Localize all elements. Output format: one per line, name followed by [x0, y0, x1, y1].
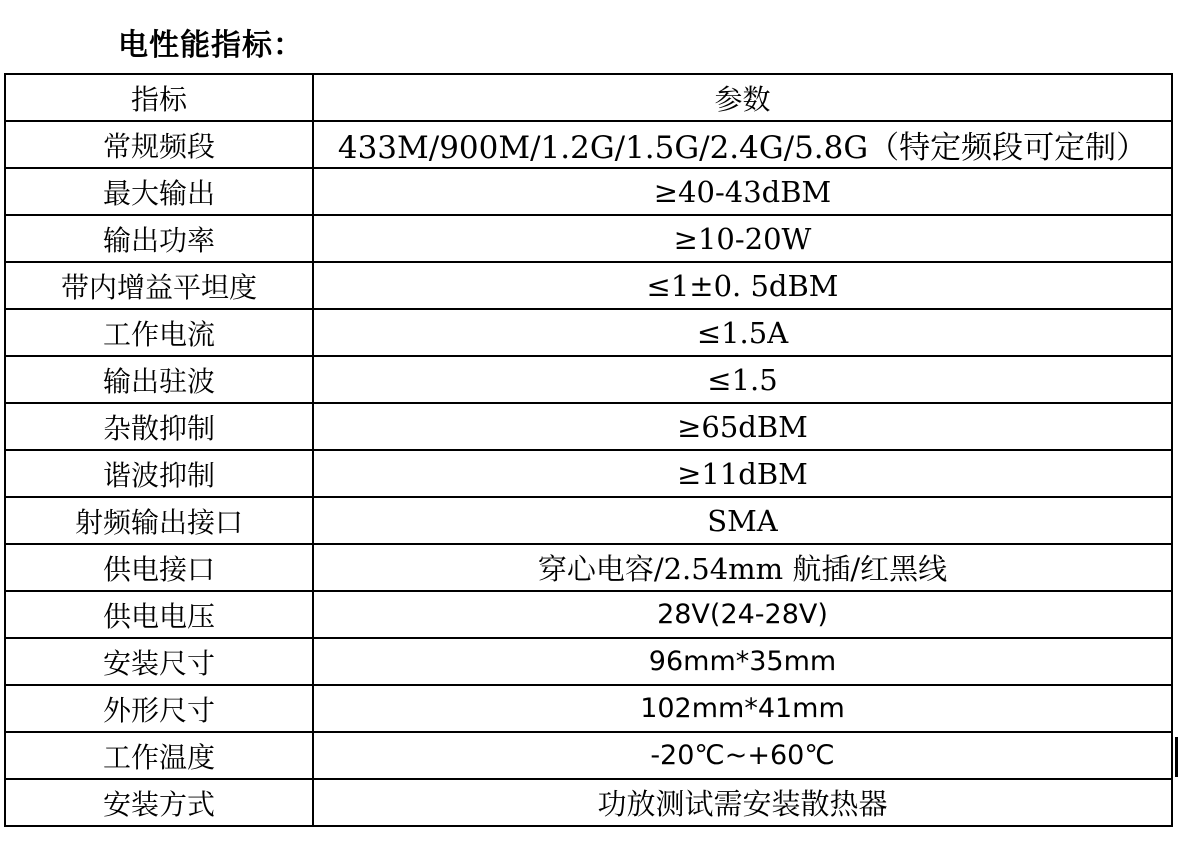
column-header-indicator: 指标: [5, 74, 313, 121]
spec-label: 安装方式: [5, 779, 313, 826]
spec-value: 28V(24-28V): [313, 591, 1172, 638]
spec-label: 安装尺寸: [5, 638, 313, 685]
spec-value: ≤1.5A: [313, 309, 1172, 356]
spec-value: -20℃~+60℃: [313, 732, 1172, 779]
table-row: [5, 262, 1172, 309]
table-row: [5, 497, 1172, 544]
table-header-row: [5, 74, 1172, 121]
spec-label: 带内增益平坦度: [5, 262, 313, 309]
table-body: [5, 121, 1172, 826]
page-title: 电性能指标：: [118, 28, 304, 63]
text-cursor: [1175, 737, 1178, 777]
spec-label: 工作温度: [5, 732, 313, 779]
table-row: [5, 356, 1172, 403]
table-row: [5, 403, 1172, 450]
spec-value: 功放测试需安装散热器: [313, 779, 1172, 826]
spec-label: 供电电压: [5, 591, 313, 638]
table-row: [5, 309, 1172, 356]
spec-label: 工作电流: [5, 309, 313, 356]
spec-label: 最大输出: [5, 168, 313, 215]
spec-label: 杂散抑制: [5, 403, 313, 450]
table-row: [5, 121, 1172, 168]
spec-value: ≥65dBM: [313, 403, 1172, 450]
table-row: [5, 544, 1172, 591]
spec-label: 射频输出接口: [5, 497, 313, 544]
table-row: [5, 685, 1172, 732]
table-row: [5, 591, 1172, 638]
table-row: [5, 779, 1172, 826]
spec-label: 输出功率: [5, 215, 313, 262]
spec-value: ≤1.5: [313, 356, 1172, 403]
spec-value: ≥10-20W: [313, 215, 1172, 262]
table-row: [5, 215, 1172, 262]
spec-value: 102mm*41mm: [313, 685, 1172, 732]
spec-value: 433M/900M/1.2G/1.5G/2.4G/5.8G（特定频段可定制）: [313, 121, 1172, 168]
spec-label: 外形尺寸: [5, 685, 313, 732]
spec-value: ≥11dBM: [313, 450, 1172, 497]
spec-value: SMA: [313, 497, 1172, 544]
spec-label: 供电接口: [5, 544, 313, 591]
spec-value: ≤1±0. 5dBM: [313, 262, 1172, 309]
spec-value: 穿心电容/2.54mm 航插/红黑线: [313, 544, 1172, 591]
spec-label: 谐波抑制: [5, 450, 313, 497]
spec-label: 输出驻波: [5, 356, 313, 403]
table-row: [5, 638, 1172, 685]
spec-label: 常规频段: [5, 121, 313, 168]
table-row: [5, 732, 1172, 779]
spec-value: 96mm*35mm: [313, 638, 1172, 685]
table-row: [5, 450, 1172, 497]
column-header-parameter: 参数: [313, 74, 1172, 121]
table-row: [5, 168, 1172, 215]
spec-table: [4, 73, 1173, 827]
spec-value: ≥40-43dBM: [313, 168, 1172, 215]
